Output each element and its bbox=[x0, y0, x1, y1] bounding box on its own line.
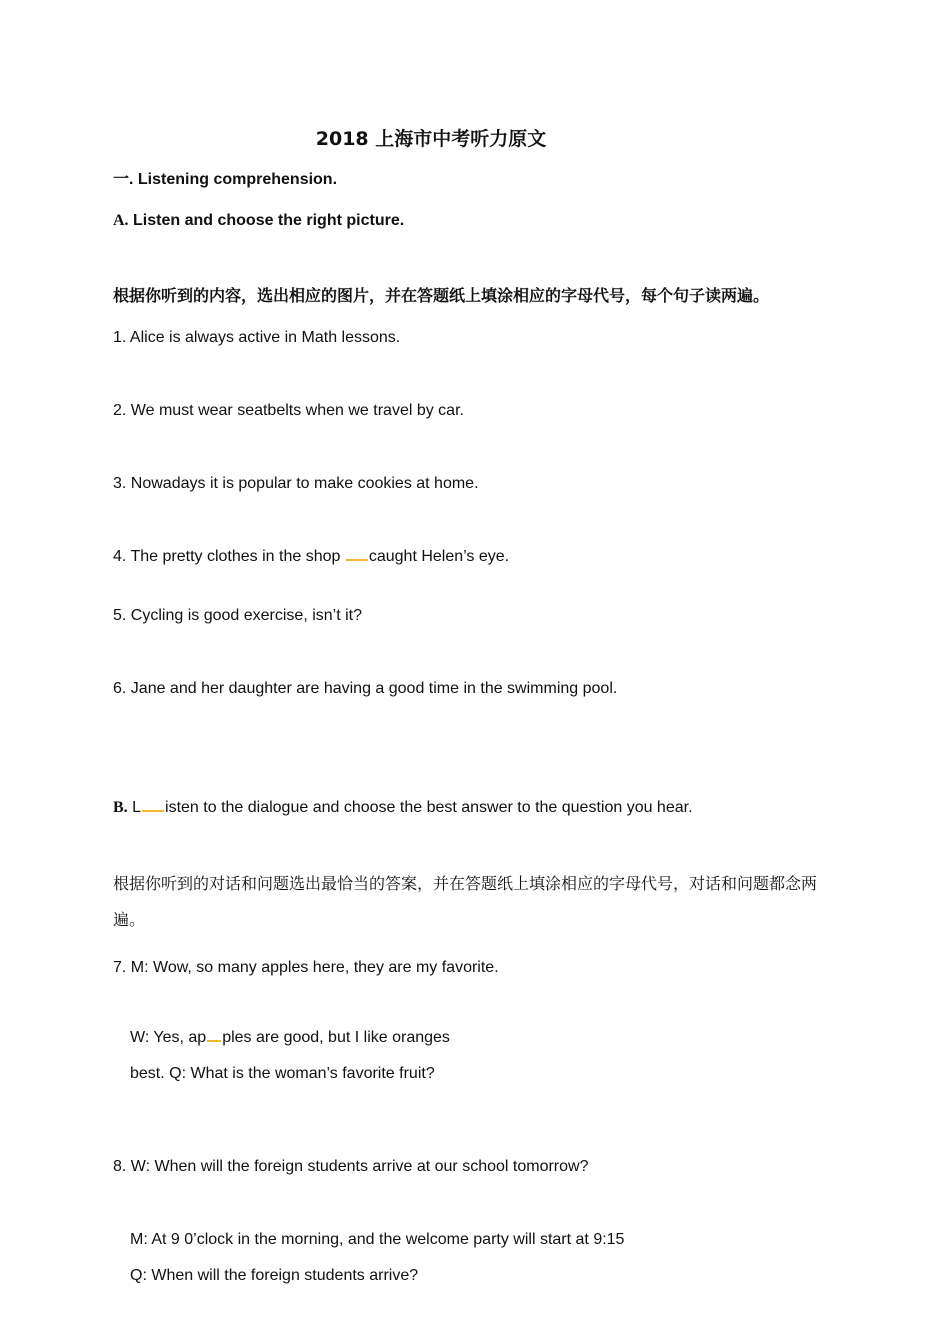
question-7-man: 7. M: Wow, so many apples here, they are my favorite. bbox=[113, 959, 499, 976]
question-1: 1. Alice is always active in Math lessons. bbox=[113, 329, 401, 346]
question-7-woman-end: ples are good, but I like oranges bbox=[222, 1029, 450, 1046]
question-8-question: Q: When will the foreign students arrive? bbox=[130, 1267, 419, 1284]
question-8-woman: 8. W: When will the foreign students arrive at our school tomorrow? bbox=[113, 1158, 589, 1175]
question-6: 6. Jane and her daughter are having a good time in the swimming pool. bbox=[113, 680, 618, 697]
part-b-text: isten to the dialogue and choose the best answer to the question you hear. bbox=[165, 799, 693, 816]
question-4-end: caught Helen’s eye. bbox=[368, 548, 510, 565]
question-3: 3. Nowadays it is popular to make cookies at home. bbox=[113, 475, 479, 492]
question-8-man: M: At 9 0’clock in the morning, and the welcome party will start at 9:15 bbox=[130, 1231, 625, 1248]
highlight-mark bbox=[207, 1040, 221, 1042]
part-b-heading bbox=[113, 798, 693, 818]
part-b-first-letter: L bbox=[132, 799, 142, 816]
question-7-question: best. Q: What is the woman’s favorite fruit? bbox=[130, 1065, 435, 1082]
part-a-instruction: 根据你听到的内容，选出相应的图片，并在答题纸上填涂相应的字母代号，每个句子读两遍。 bbox=[113, 286, 770, 305]
question-5: 5. Cycling is good exercise, isn’t it? bbox=[113, 607, 362, 624]
question-2: 2. We must wear seatbelts when we travel by car. bbox=[113, 402, 464, 419]
part-b-instruction-line1: 根据你听到的对话和问题选出最恰当的答案，并在答题纸上填涂相应的字母代号，对话和问题都念两 bbox=[113, 874, 818, 893]
part-a-heading bbox=[113, 211, 404, 231]
part-a-text: Listen and choose the right picture. bbox=[133, 212, 405, 229]
part-b-instruction-line2: 遍。 bbox=[113, 910, 146, 929]
question-4-start: 4. The pretty clothes in the shop bbox=[113, 548, 341, 565]
part-a-letter: A. bbox=[113, 212, 129, 229]
question-7-woman-start: W: Yes, ap bbox=[130, 1029, 207, 1046]
section-heading: 一. Listening comprehension. bbox=[113, 171, 338, 188]
question-4 bbox=[113, 547, 509, 567]
document-title: 2018 上海市中考听力原文 bbox=[315, 128, 547, 150]
highlight-mark bbox=[142, 810, 164, 812]
question-7-woman bbox=[130, 1028, 450, 1048]
highlight-mark bbox=[346, 559, 368, 561]
part-b-letter: B. bbox=[113, 799, 128, 816]
